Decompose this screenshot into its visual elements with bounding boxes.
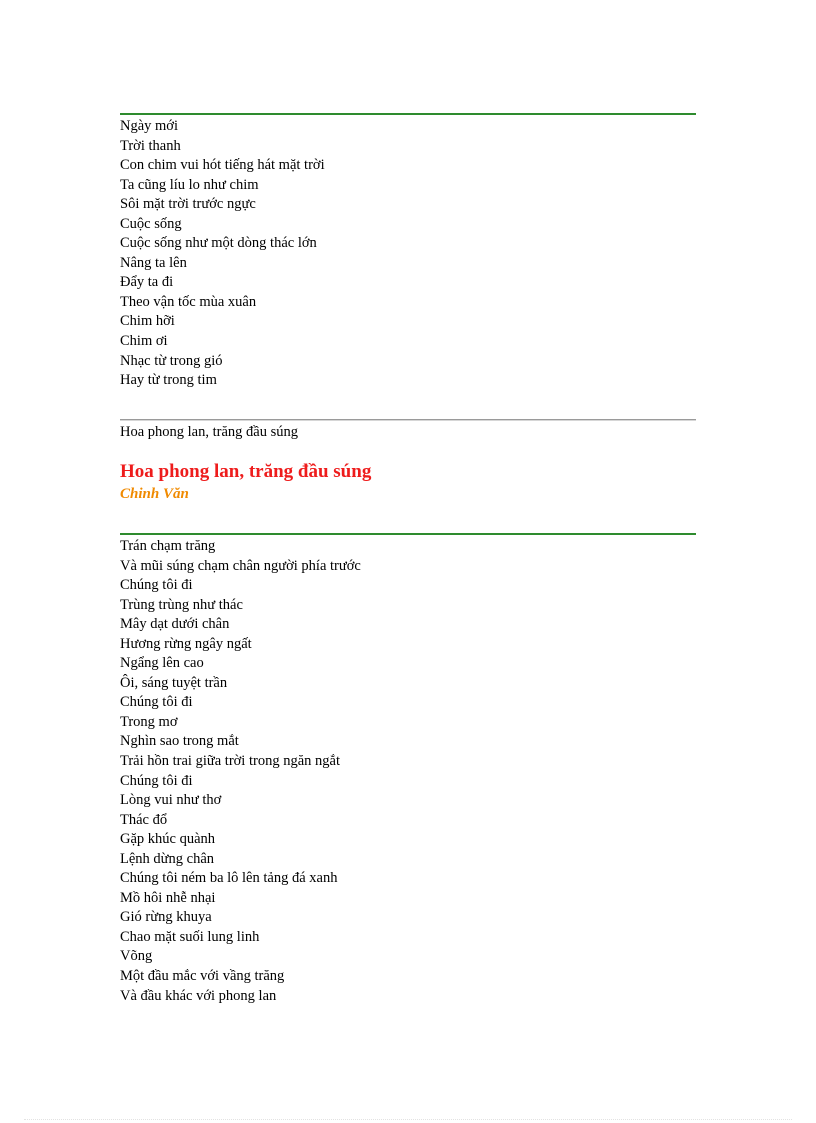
verse-line: Con chim vui hót tiếng hát mặt trời <box>120 157 325 174</box>
verse-line: Chao mặt suối lung linh <box>120 928 260 945</box>
verse-line: Ngẩng lên cao <box>120 655 204 672</box>
verse-line: Nâng ta lên <box>120 254 187 271</box>
verse-line: Hay từ trong tim <box>120 372 217 389</box>
poem-verse-section-2 <box>120 537 361 1006</box>
verse-line: Chim ơi <box>120 333 168 350</box>
verse-line: Thác đổ <box>120 811 168 828</box>
verse-line: Võng <box>120 948 153 965</box>
poem-title-reference: Hoa phong lan, trăng đầu súng <box>120 424 298 440</box>
verse-line: Nghìn sao trong mắt <box>120 733 239 750</box>
verse-line: Mây dạt dưới chân <box>120 616 230 633</box>
section-divider-green <box>120 113 696 115</box>
verse-line: Trải hồn trai giữa trời trong ngăn ngắt <box>120 753 340 770</box>
verse-line: Ta cũng líu lo như chim <box>120 176 259 193</box>
verse-line: Gió rừng khuya <box>120 909 212 926</box>
verse-line: Chúng tôi đi <box>120 577 193 594</box>
verse-line: Trời thanh <box>120 137 181 154</box>
verse-line: Sôi mặt trời trước ngực <box>120 196 256 213</box>
verse-line: Chúng tôi đi <box>120 694 193 711</box>
verse-line: Trong mơ <box>120 713 178 730</box>
verse-line: Và đầu khác với phong lan <box>120 987 277 1004</box>
verse-line: Và mũi súng chạm chân người phía trước <box>120 557 361 574</box>
verse-line: Mồ hôi nhễ nhại <box>120 889 216 906</box>
verse-line: Cuộc sống <box>120 215 182 232</box>
section-divider-green <box>120 533 696 535</box>
verse-line: Một đầu mắc với vầng trăng <box>120 968 285 985</box>
verse-line: Theo vận tốc mùa xuân <box>120 293 257 310</box>
verse-line: Hương rừng ngây ngất <box>120 635 252 652</box>
verse-line: Gặp khúc quành <box>120 831 216 848</box>
verse-line: Đẩy ta đi <box>120 274 174 291</box>
verse-line: Trùng trùng như thác <box>120 596 243 613</box>
verse-line: Nhạc từ trong gió <box>120 352 223 369</box>
verse-line: Cuộc sống như một dòng thác lớn <box>120 235 317 252</box>
verse-line: Chúng tôi ném ba lô lên tảng đá xanh <box>120 870 338 887</box>
verse-line: Ôi, sáng tuyệt trần <box>120 674 228 691</box>
section-divider-gray <box>120 419 696 421</box>
verse-line: Lệnh dừng chân <box>120 850 215 867</box>
verse-line: Ngày mới <box>120 118 179 134</box>
verse-line: Chúng tôi đi <box>120 772 193 789</box>
verse-line: Lòng vui như thơ <box>120 792 222 809</box>
poem-author: Chinh Văn <box>120 486 189 502</box>
verse-line: Trán chạm trăng <box>120 538 216 554</box>
poem-verse-section-1 <box>120 117 325 391</box>
verse-line: Chim hỡi <box>120 313 175 330</box>
page-bottom-edge <box>24 1119 792 1120</box>
poem-title: Hoa phong lan, trăng đầu súng <box>120 461 372 482</box>
